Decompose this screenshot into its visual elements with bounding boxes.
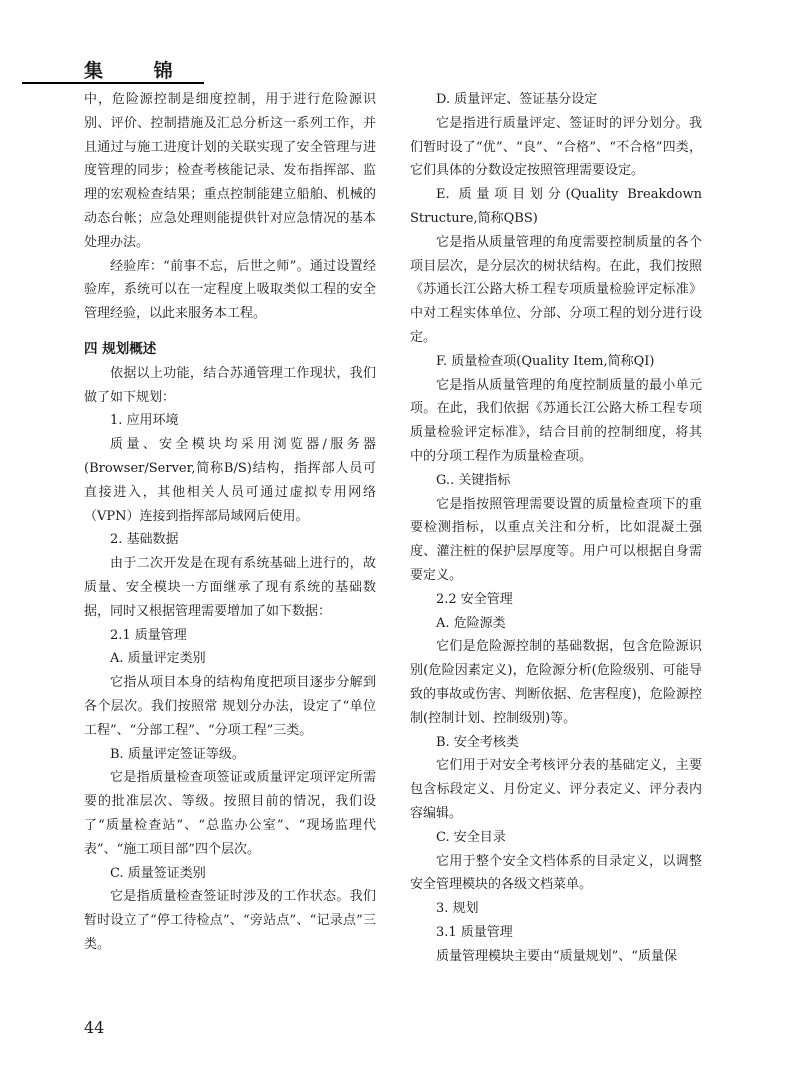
subheading: 2. 基础数据 — [110, 532, 179, 548]
subheading: E. 质量项目划分(Quality Breakdown Structure,简称QBS) — [410, 187, 702, 226]
paragraph: 它用于整个安全文档体系的目录定义，以调整安全管理模块的各级文档菜单。 — [410, 853, 702, 893]
paragraph: 中，危险源控制是细度控制，用于进行危险源识别、评价、控制措施及汇总分析这一系列工作，并且通过与施工进度计划的关联实现了安全管理与进度管理的同步；检查考核能记录、发布指挥部、监理的宏观检查结果；重点控制能建立船舶、机械的动态台帐；应急处理则能提供针对应急情况的基本处理办法。 — [84, 92, 376, 250]
paragraph: 它是指进行质量评定、签证时的评分划分。我们暂时设了“优”、“良”、“合格”、“不合格”四类，它们具体的分数设定按照管理需要设定。 — [410, 115, 702, 179]
subheading: B. 安全考核类 — [436, 734, 519, 750]
paragraph: 它们用于对安全考核评分表的基础定义，主要包含标段定义、月份定义、评分表定义、评分表内容编辑。 — [410, 758, 702, 821]
paragraph: 依据以上功能，结合苏通管理工作现状，我们做了如下规划： — [84, 365, 376, 405]
section-header-title: 集 锦 — [84, 60, 195, 82]
subheading: G.. 关键指标 — [436, 472, 511, 488]
header-rule — [22, 82, 204, 84]
subheading: C. 安全目录 — [436, 829, 506, 845]
paragraph: 它是指从质量管理的角度需要控制质量的各个项目层次，是分层次的树状结构。在此，我们按照《苏通长江公路大桥工程专项质量检验评定标准》中对工程实体单位、分部、分项工程的划分进行设定。 — [410, 234, 702, 345]
paragraph: 经验库：“前事不忘，后世之师”。通过设置经验库，系统可以在一定程度上吸取类似工程的安全管理经验，以此来服务本工程。 — [84, 258, 376, 322]
paragraph: 它们是危险源控制的基础数据，包含危险源识别(危险因素定义)，危险源分析(危险级别、可能导致的事故或伤害、判断依据、危害程度)，危险源控制(控制计划、控制级别)等。 — [410, 639, 702, 726]
subheading: C. 质量签证类别 — [110, 865, 206, 881]
left-column — [84, 88, 376, 957]
paragraph: 它是指质量检查签证时涉及的工作状态。我们暂时设立了“停工待检点”、“旁站点”、“记录点”三类。 — [84, 889, 376, 952]
subheading: 2.1 质量管理 — [110, 627, 187, 643]
subheading: F. 质量检查项(Quality Item,简称QI) — [436, 353, 655, 369]
paragraph: 由于二次开发是在现有系统基础上进行的，故质量、安全模块一方面继承了现有系统的基础数据，同时又根据管理需要增加了如下数据： — [84, 556, 376, 619]
subheading: 1. 应用环境 — [110, 413, 179, 429]
right-column — [410, 88, 702, 968]
paragraph: 质量、安全模块均采用浏览器/服务器(Browser/Server,简称B/S)结构，指挥部人员可直接进入，其他相关人员可通过虚拟专用网络（VPN）连接到指挥部局域网后使用。 — [84, 437, 376, 524]
subheading: D. 质量评定、签证基分设定 — [436, 92, 598, 107]
section-heading: 四 规划概述 — [84, 340, 157, 357]
subheading: 3. 规划 — [436, 901, 479, 917]
paragraph: 它是指按照管理需要设置的质量检查项下的重要检测指标，以重点关注和分析，比如混凝土强度、灌注桩的保护层厚度等。用户可以根据自身需要定义。 — [410, 496, 702, 583]
subheading: A. 质量评定类别 — [110, 651, 206, 667]
subheading: A. 危险源类 — [436, 615, 506, 631]
paragraph: 它是指质量检查项签证或质量评定项评定所需要的批准层次、等级。按照目前的情况，我们设了“质量检查站”、“总监办公室”、“现场监理代表”、“施工项目部”四个层次。 — [84, 770, 376, 857]
page-number: 44 — [84, 1018, 105, 1037]
paragraph: 质量管理模块主要由“质量规划”、“质量保 — [436, 948, 677, 964]
paragraph: 它是指从质量管理的角度控制质量的最小单元项。在此，我们依据《苏通长江公路大桥工程专项质量检验评定标准》，结合目前的控制细度，将其中的分项工程作为质量检查项。 — [410, 377, 702, 464]
subheading: 2.2 安全管理 — [436, 591, 513, 607]
paragraph: 它指从项目本身的结构角度把项目逐步分解到各个层次。我们按照常 规划分办法，设定了“单位工程”、“分部工程”、“分项工程”三类。 — [84, 675, 376, 738]
subheading: 3.1 质量管理 — [436, 924, 513, 940]
subheading: B. 质量评定签证等级。 — [110, 746, 245, 762]
